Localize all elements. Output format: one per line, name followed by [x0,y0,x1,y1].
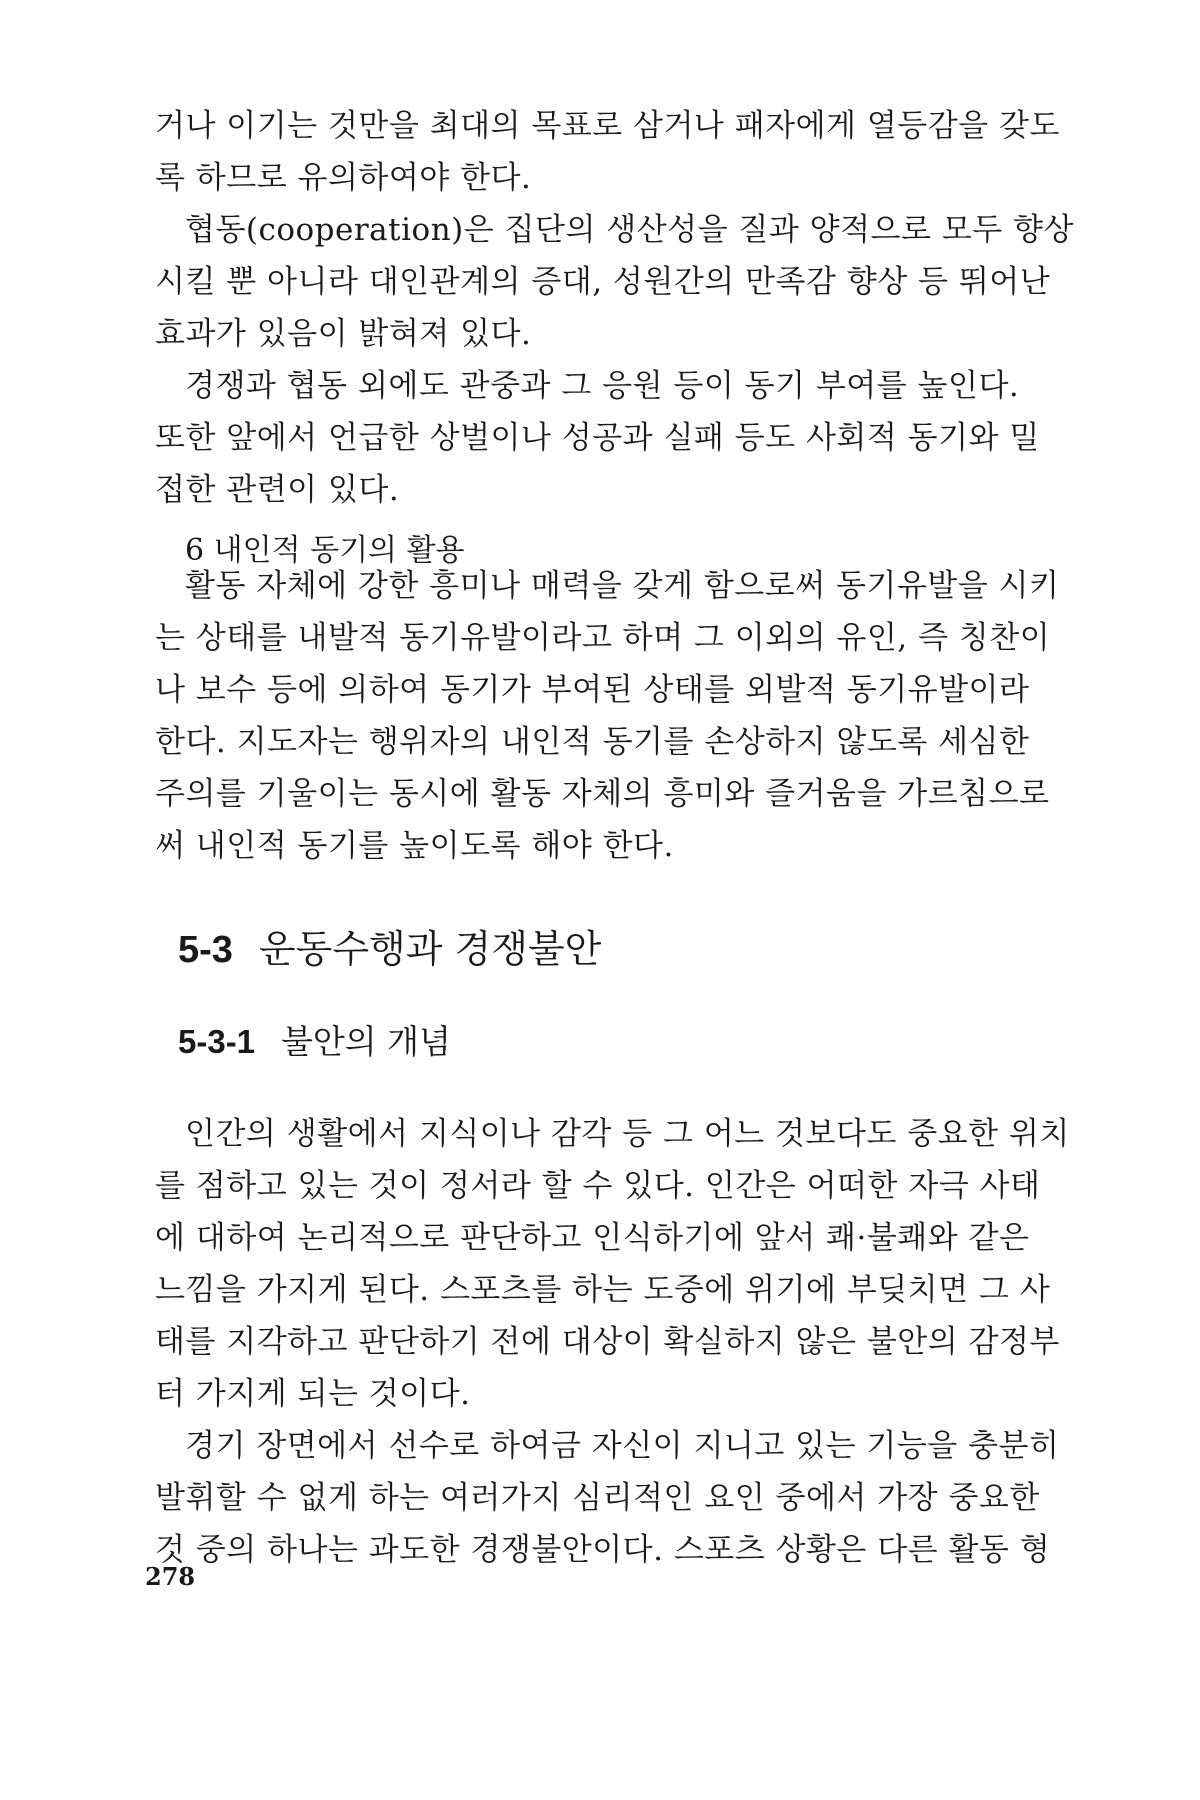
paragraph-line: 경기 장면에서 선수로 하여금 자신이 지니고 있는 기능을 충분히 [185,1428,1060,1464]
paragraph-line: 를 점하고 있는 것이 정서라 할 수 있다. 인간은 어떠한 자극 사태 [155,1168,1041,1204]
page-number: 278 [145,1562,196,1591]
top-paragraphs [155,100,1074,516]
paragraph-line: 접한 관련이 있다. [155,472,400,508]
paragraph-line: 인간의 생활에서 지식이나 감각 등 그 어느 것보다도 중요한 위치 [185,1116,1070,1152]
paragraph-line: 한다. 지도자는 행위자의 내인적 동기를 손상하지 않도록 세심한 [155,724,1030,760]
paragraph-line: 거나 이기는 것만을 최대의 목표로 삼거나 패자에게 열등감을 갖도 [155,108,1060,144]
paragraph-line: 주의를 기울이는 동시에 활동 자체의 흥미와 즐거움을 가르침으로 [155,776,1050,812]
section-title [178,918,601,973]
subsection-6-body [155,560,1060,872]
paragraph-line: 발휘할 수 없게 하는 여러가지 심리적인 요인 중에서 가장 중요한 [155,1480,1040,1516]
paragraph-line: 태를 지각하고 판단하기 전에 대상이 확실하지 않은 불안의 감정부 [155,1324,1060,1360]
paragraph-line: 경쟁과 협동 외에도 관중과 그 응원 등이 동기 부여를 높인다. [185,368,1020,404]
paragraph-line: 협동(cooperation)은 집단의 생산성을 질과 양적으로 모두 향상 [185,212,1074,248]
paragraph-line: 효과가 있음이 밝혀져 있다. [155,316,532,352]
paragraph-line: 시킬 뿐 아니라 대인관계의 증대, 성원간의 만족감 향상 등 뛰어난 [155,264,1051,300]
paragraph-line: 활동 자체에 강한 흥미나 매력을 갖게 함으로써 동기유발을 시키 [185,568,1060,604]
paragraph-line: 써 내인적 동기를 높이도록 해야 한다. [155,828,674,864]
paragraph-line: 에 대하여 논리적으로 판단하고 인식하기에 앞서 쾌·불쾌와 같은 [155,1220,1030,1256]
bottom-paragraphs [155,1108,1070,1576]
subsection-title [178,1016,451,1063]
section-number: 5-3 [178,929,233,971]
paragraph-line: 것 중의 하나는 과도한 경쟁불안이다. 스포츠 상황은 다른 활동 형 [155,1532,1051,1568]
paragraph-line: 나 보수 등에 의하여 동기가 부여된 상태를 외발적 동기유발이라 [155,672,1030,708]
paragraph-line: 또한 앞에서 언급한 상벌이나 성공과 실패 등도 사회적 동기와 밀 [155,420,1040,456]
section-title-text: 운동수행과 경쟁불안 [258,927,602,971]
paragraph-line: 는 상태를 내발적 동기유발이라고 하며 그 이외의 유인, 즉 칭찬이 [155,620,1051,656]
paragraph-line: 느낌을 가지게 된다. 스포츠를 하는 도중에 위기에 부딪치면 그 사 [155,1272,1051,1308]
paragraph-line: 록 하므로 유의하여야 한다. [155,160,532,196]
subsection-title-text: 불안의 개념 [281,1022,451,1061]
subsection-6-heading: 6 내인적 동기의 활용 [185,533,465,568]
paragraph-line: 터 가지게 되는 것이다. [155,1376,471,1412]
subsection-number: 5-3-1 [178,1023,256,1060]
